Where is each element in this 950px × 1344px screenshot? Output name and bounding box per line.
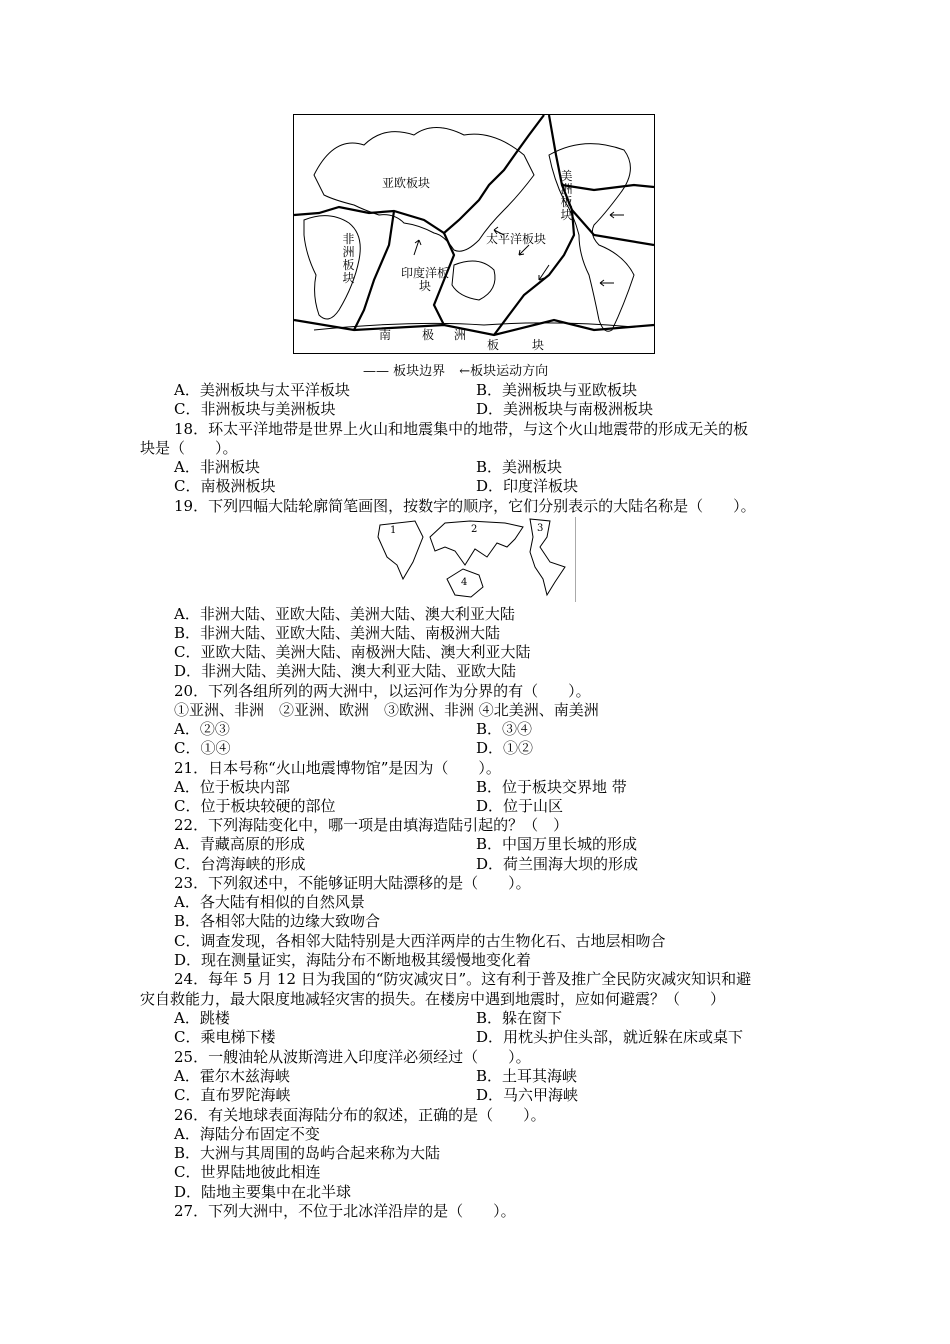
label-pacific-plate: 太平洋板块 bbox=[486, 232, 547, 246]
legend-direction: ←板块运动方向 bbox=[459, 364, 549, 379]
q21-stem: 21．日本号称“火山地震博物馆”是因为（ ）。 bbox=[174, 759, 501, 777]
q27-stem: 27．下列大洲中，不位于北冰洋沿岸的是（ ）。 bbox=[174, 1202, 516, 1220]
q24-option-a: A．跳楼 bbox=[174, 1009, 230, 1027]
q26-option-c: C．世界陆地彼此相连 bbox=[174, 1163, 321, 1181]
continent-number-2: 2 bbox=[471, 524, 478, 535]
legend-boundary: —— 板块边界 bbox=[363, 364, 446, 379]
q22-option-c: C．台湾海峡的形成 bbox=[174, 855, 306, 873]
q19-option-d: D．非洲大陆、美洲大陆、澳大利亚大陆、亚欧大陆 bbox=[174, 662, 517, 680]
label-antarctic-5: 块 bbox=[532, 338, 545, 352]
q26-option-a: A．海陆分布固定不变 bbox=[174, 1125, 320, 1143]
label-indian-plate: 印度洋板块 bbox=[400, 266, 449, 293]
q24-option-c: C．乘电梯下楼 bbox=[174, 1028, 276, 1046]
q19-option-a: A．非洲大陆、亚欧大陆、美洲大陆、澳大利亚大陆 bbox=[174, 605, 515, 623]
q23-option-c: C．调查发现，各相邻大陆特别是大西洋两岸的古生物化石、古地层相吻合 bbox=[174, 932, 666, 950]
q17-option-b: B．美洲板块与亚欧板块 bbox=[476, 381, 638, 399]
continent-number-3: 3 bbox=[537, 523, 544, 534]
label-antarctic-2: 极 bbox=[422, 328, 435, 342]
q21-option-b: B．位于板块交界地 带 bbox=[476, 778, 627, 796]
q21-option-d: D．位于山区 bbox=[476, 797, 564, 815]
q20-option-c: C．①④ bbox=[174, 739, 231, 757]
label-antarctic-3: 洲 bbox=[454, 328, 467, 342]
continent-sketch-figure bbox=[375, 517, 576, 602]
q18-stem-line2: 块是（ ）。 bbox=[140, 439, 238, 457]
q18-option-d: D．印度洋板块 bbox=[476, 477, 579, 495]
q26-option-b: B．大洲与其周围的岛屿合起来称为大陆 bbox=[174, 1144, 441, 1162]
q22-option-b: B．中国万里长城的形成 bbox=[476, 835, 638, 853]
q22-option-a: A．青藏高原的形成 bbox=[174, 835, 305, 853]
q23-option-a: A．各大陆有相似的自然风景 bbox=[174, 893, 365, 911]
q21-option-a: A．位于板块内部 bbox=[174, 778, 290, 796]
q20-option-a: A．②③ bbox=[174, 720, 230, 738]
q18-stem-line1: 18．环太平洋地带是世界上火山和地震集中的地带，与这个火山地震带的形成无关的板 bbox=[174, 420, 749, 438]
label-african-plate: 非洲板块 bbox=[342, 232, 355, 285]
q23-option-b: B．各相邻大陆的边缘大致吻合 bbox=[174, 912, 381, 930]
continent-number-4: 4 bbox=[461, 577, 468, 588]
q18-option-c: C．南极洲板块 bbox=[174, 477, 276, 495]
q20-option-d: D．①② bbox=[476, 739, 534, 757]
q24-option-d: D．用枕头护住头部，就近躲在床或桌下 bbox=[476, 1028, 744, 1046]
q20-stem: 20．下列各组所列的两大洲中，以运河作为分界的有（ ）。 bbox=[174, 682, 591, 700]
q24-option-b: B．躲在窗下 bbox=[476, 1009, 563, 1027]
label-eurasian-plate: 亚欧板块 bbox=[382, 176, 431, 190]
label-american-plate: 美洲板块 bbox=[560, 169, 573, 222]
q23-option-d: D．现在测量证实，海陆分布不断地极其缓慢地变化着 bbox=[174, 951, 532, 969]
label-antarctic-1: 南 bbox=[379, 328, 392, 342]
q17-option-a: A．美洲板块与太平洋板块 bbox=[174, 381, 350, 399]
q25-stem: 25．一艘油轮从波斯湾进入印度洋必须经过（ ）。 bbox=[174, 1048, 531, 1066]
q24-stem-line1: 24．每年 5 月 12 日为我国的“防灾减灾日”。这有利于普及推广全民防灾减灾知识和避 bbox=[174, 970, 752, 988]
q25-option-b: B．土耳其海峡 bbox=[476, 1067, 578, 1085]
map-legend bbox=[363, 360, 558, 379]
q21-option-c: C．位于板块较硬的部位 bbox=[174, 797, 336, 815]
q26-stem: 26．有关地球表面海陆分布的叙述，正确的是（ ）。 bbox=[174, 1106, 546, 1124]
q20-items: ①亚洲、非洲 ②亚洲、欧洲 ③欧洲、非洲 ④北美洲、南美洲 bbox=[174, 701, 599, 719]
label-antarctic-4: 板 bbox=[487, 338, 500, 352]
q24-stem-line2: 灾自救能力，最大限度地减轻灾害的损失。在楼房中遇到地震时，应如何避震？（ ） bbox=[140, 990, 726, 1008]
plate-map-figure bbox=[293, 114, 655, 379]
q17-option-d: D．美洲板块与南极洲板块 bbox=[476, 400, 654, 418]
q26-option-d: D．陆地主要集中在北半球 bbox=[174, 1183, 352, 1201]
q18-option-b: B．美洲板块 bbox=[476, 458, 563, 476]
q25-option-c: C．直布罗陀海峡 bbox=[174, 1086, 291, 1104]
q18-option-a: A．非洲板块 bbox=[174, 458, 260, 476]
q23-stem: 23．下列叙述中，不能够证明大陆漂移的是（ ）。 bbox=[174, 874, 531, 892]
plate-map bbox=[293, 114, 655, 354]
q22-stem: 22．下列海陆变化中，哪一项是由填海造陆引起的？（ ） bbox=[174, 816, 569, 834]
q19-option-c: C．亚欧大陆、美洲大陆、南极洲大陆、澳大利亚大陆 bbox=[174, 643, 531, 661]
q19-option-b: B．非洲大陆、亚欧大陆、美洲大陆、南极洲大陆 bbox=[174, 624, 501, 642]
q20-option-b: B．③④ bbox=[476, 720, 533, 738]
q17-option-c: C．非洲板块与美洲板块 bbox=[174, 400, 336, 418]
q25-option-d: D．马六甲海峡 bbox=[476, 1086, 579, 1104]
q19-stem: 19．下列四幅大陆轮廓简笔画图，按数字的顺序，它们分别表示的大陆名称是（ ）。 bbox=[174, 497, 756, 515]
continent-number-1: 1 bbox=[390, 525, 397, 536]
q25-option-a: A．霍尔木兹海峡 bbox=[174, 1067, 290, 1085]
q22-option-d: D．荷兰围海大坝的形成 bbox=[476, 855, 639, 873]
